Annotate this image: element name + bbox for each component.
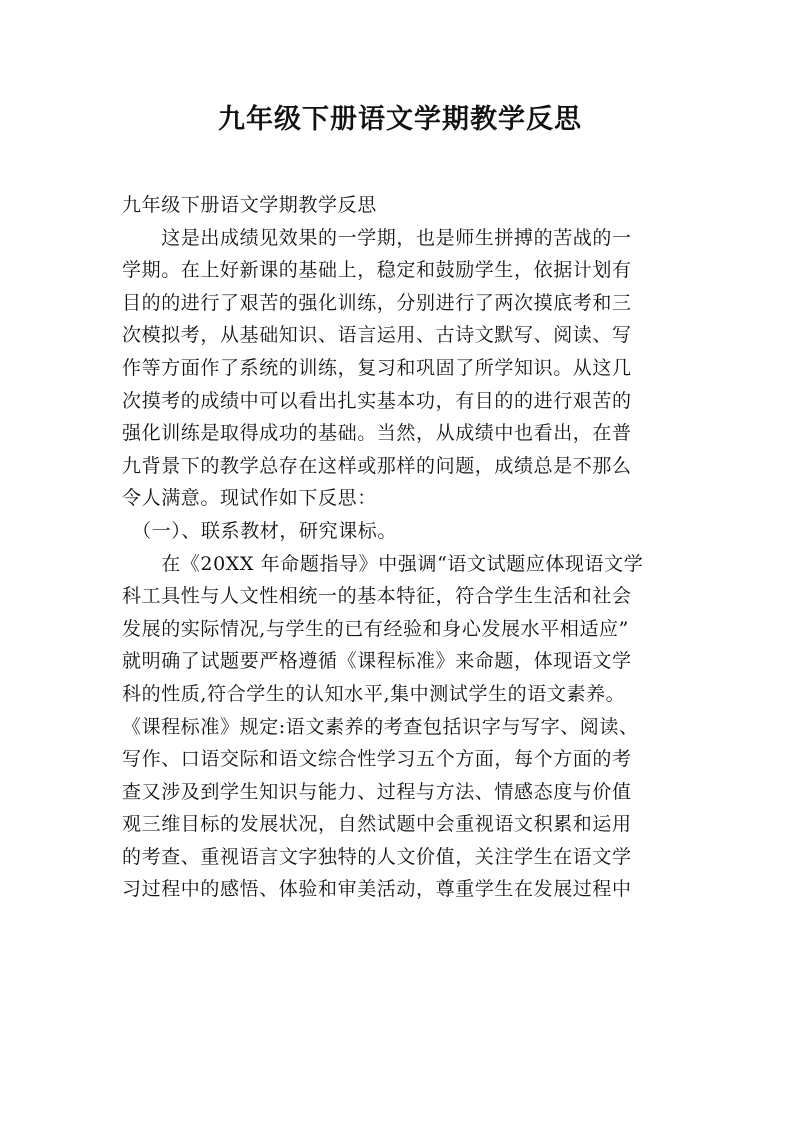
- section-heading: （一）、联系教材，研究课标。: [122, 519, 398, 542]
- body-line: 《课程标准》规定:语文素养的考查包括识字与写字、阅读、: [122, 715, 639, 738]
- body-line: 九年级下册语文学期教学反思: [122, 194, 377, 216]
- body-line: 令人满意。现试作如下反思：: [122, 487, 377, 510]
- body-line: 查又涉及到学生知识与能力、过程与方法、情感态度与价值: [122, 780, 632, 803]
- body-line: 目的的进行了艰苦的强化训练，分别进行了两次摸底考和三: [122, 291, 632, 314]
- body-line: 次模拟考，从基础知识、语言运用、古诗文默写、阅读、写: [122, 324, 632, 347]
- body-line: 就明确了试题要严格遵循《课程标准》来命题，体现语文学: [122, 650, 632, 673]
- body-line: 在《20XX 年命题指导》中强调“语文试题应体现语文学: [122, 552, 644, 575]
- body-line: 的考查、重视语言文字独特的人文价值，关注学生在语文学: [122, 845, 632, 868]
- body-line: 习过程中的感悟、体验和审美活动，尊重学生在发展过程中: [122, 878, 632, 901]
- document-title: 九年级下册语文学期教学反思: [218, 104, 582, 135]
- body-line: 作等方面作了系统的训练，复习和巩固了所学知识。从这几: [122, 356, 632, 379]
- body-line: 发展的实际情况,与学生的已有经验和身心发展水平相适应”: [122, 617, 629, 640]
- body-line: 观三维目标的发展状况，自然试题中会重视语文积累和运用: [122, 813, 632, 836]
- body-line: 九背景下的教学总存在这样或那样的问题，成绩总是不那么: [122, 454, 632, 477]
- document-body: [122, 189, 682, 906]
- body-line: 科工具性与人文性相统一的基本特征，符合学生生活和社会: [122, 585, 632, 608]
- body-line: 强化训练是取得成功的基础。当然，从成绩中也看出，在普: [122, 422, 632, 445]
- body-line: 科的性质,符合学生的认知水平,集中测试学生的语文素养。: [122, 682, 626, 705]
- body-line: 学期。在上好新课的基础上，稳定和鼓励学生，依据计划有: [122, 259, 632, 282]
- body-line: 这是出成绩见效果的一学期，也是师生拼搏的苦战的一: [122, 226, 632, 249]
- body-line: 次摸考的成绩中可以看出扎实基本功，有目的的进行艰苦的: [122, 389, 632, 412]
- body-line: 写作、口语交际和语文综合性学习五个方面，每个方面的考: [122, 748, 632, 771]
